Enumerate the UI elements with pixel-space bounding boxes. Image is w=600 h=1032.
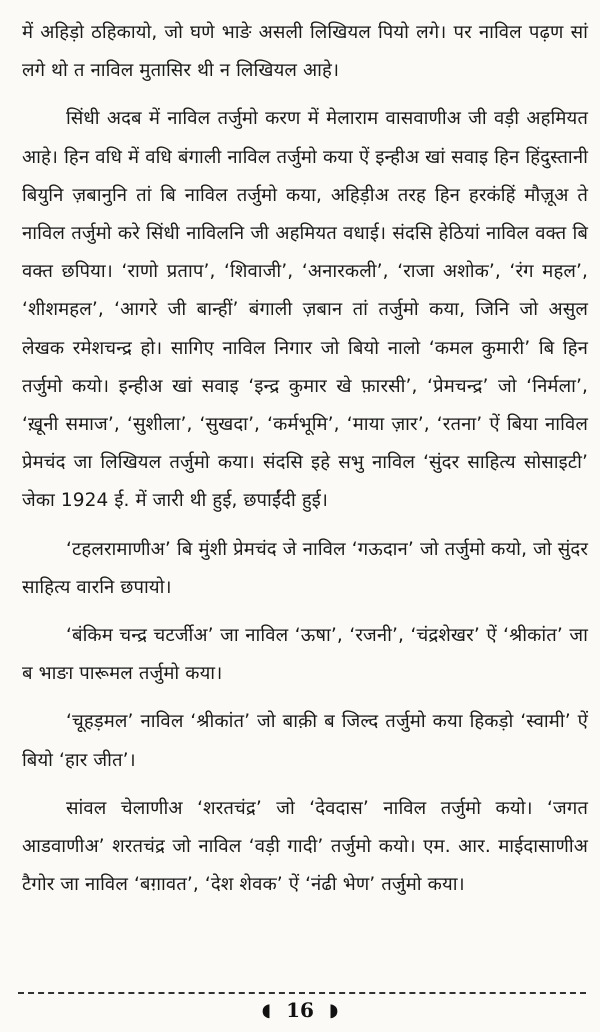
footer-dashed-rule [18, 992, 586, 994]
left-bracket-icon: ◖ [261, 1000, 272, 1021]
page-number-footer [0, 996, 600, 1025]
paragraph-sanwal: सांवल चेलाणीअ ‘शरतचंद्र’ जो ‘देवदास’ नाविल तर्जुमो कयो। ‘जगत आडवाणीअ’ शरतचंद्र जो नाविल ‘वड़ी गादी’ तर्जुमो कयो। एम. आर. माईदासाणीअ टैगोर जा नाविल ‘बग़ावत’, ‘देश शेवक’ ऐं ‘नंढी भेण’ तर्जुमो कया। [22, 797, 588, 896]
page-number: 16 [286, 998, 314, 1022]
paragraph-tahalramani: ‘टहलरामाणीअ’ बि मुंशी प्रेमचंद जे नाविल ‘गऊदान’ जो तर्जुमो कयो, जो सुंदर साहित्य वारनि छपायो। [22, 538, 588, 598]
page-body [22, 14, 588, 914]
paragraph-bankim: ‘बंकिम चन्द्र चटर्जीअ’ जा नाविल ‘ऊषा’, ‘रजनी’, ‘चंद्रशेखर’ ऐं ‘श्रीकांत’ जा ब भाङा पारूमल तर्जुमो कया। [22, 625, 588, 685]
paragraph-melaram: सिंधी अदब में नाविल तर्जुमो करण में मेलाराम वासवाणीअ जी वड़ी अहमियत आहे। हिन वधि में वधि बंगाली नाविल तर्जुमो कया ऐं इन्हीअ खां सवाइ हिन हिंदुस्तानी बियुनि ज़बानुनि तां बि नाविल तर्जुमो कया, अहिड़ीअ तरह हिन हरकंहिं मौज़ूअ ते नाविल तर्जुमो करे सिंधी नाविलनि जी अहमियत वधाई। संदसि हेठियां नाविल वक्त बि वक्त छपिया। ‘राणो प्रताप’, ‘शिवाजी’, ‘अनारकली’, ‘राजा अशोक’, ‘रंग महल’, ‘शीशमहल’, ‘आगरे जी बान्हीं’ बंगाली ज़बान तां तर्जुमो कया, जिनि जो असुल लेखक रमेशचन्द्र हो। सागिए नाविल निगार जो बियो नालो ‘कमल कुमारी’ बि हिन तर्जुमो कयो। इन्हीअ खां सवाइ ‘इन्द्र कुमार खे फ़ारसी’, ‘प्रेमचन्द्र’ जो ‘निर्मला’, ‘ख़ूनी समाज’, ‘सुशीला’, ‘सुखदा’, ‘कर्मभूमि’, ‘माया ज़ार’, ‘रतना’ ऐं बिया नाविल प्रेमचंद जा लिखियल तर्जुमो कया। संदसि इहे सभु नाविल ‘सुंदर साहित्य सोसाइटी’ जेका 1924 ई. में जारी थी हुई, छपाईंदी हुई। [22, 108, 588, 512]
paragraph-chuharmal: ‘चूहड़मल’ नाविल ‘श्रीकांत’ जो बाक़ी ब जिल्द तर्जुमो कया हिकड़ो ‘स्वामी’ ऐं बियो ‘हार जीत’। [22, 711, 588, 771]
right-bracket-icon: ◗ [328, 1000, 339, 1021]
paragraph-continued: में अहिड़ो ठहिकायो, जो घणे भाङे असली लिखियल पियो लगे। पर नाविल पढ़ण सां लगे थो त नाविल मुतासिर थी न लिखियल आहे। [22, 22, 588, 82]
